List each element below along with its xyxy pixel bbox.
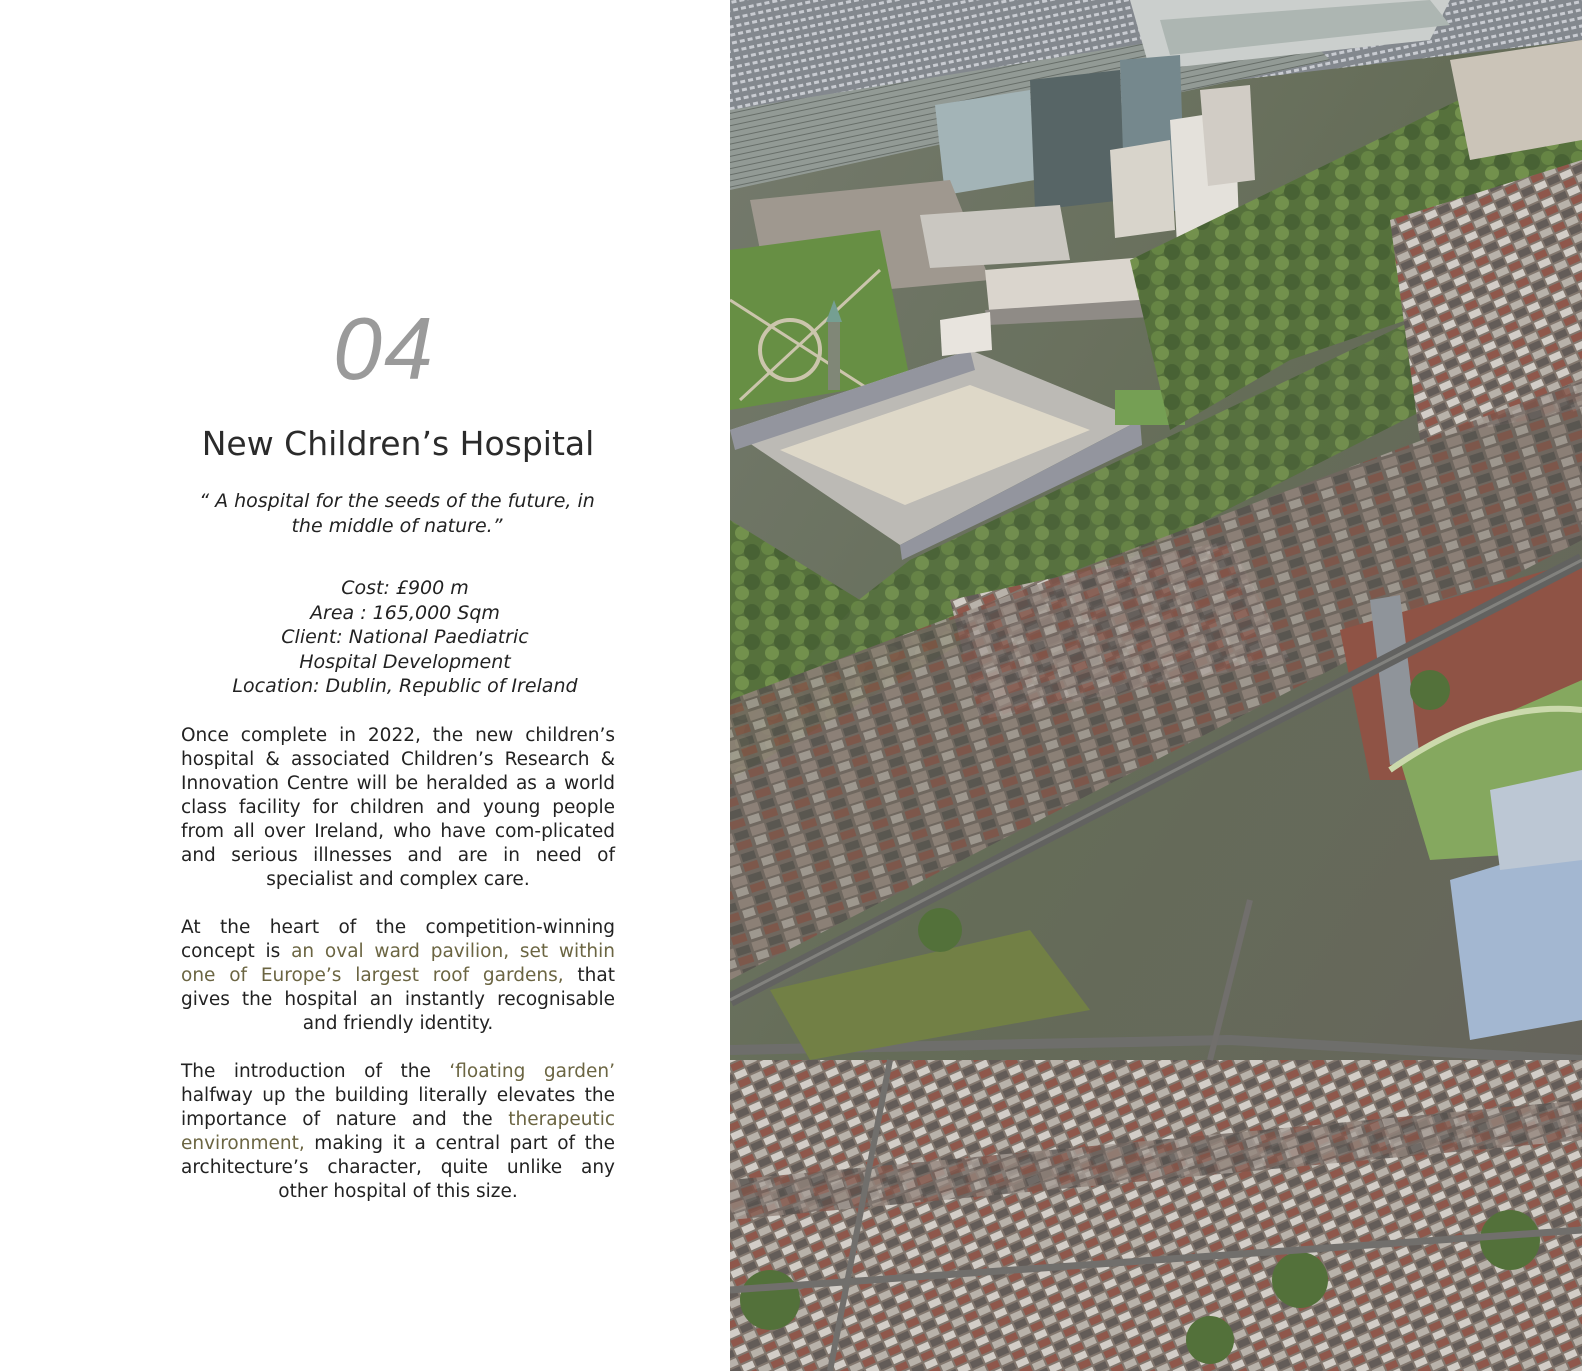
paragraph-concept bbox=[181, 916, 615, 1036]
spec-client: Client: National Paediatric bbox=[281, 626, 529, 648]
paragraph-floating-garden bbox=[181, 1060, 615, 1204]
garden-text-middle: halfway up the building literally elevates the importance of nature and the bbox=[181, 1085, 615, 1130]
project-quote: “ A hospital for the seeds of the future, in the middle of nature.” bbox=[199, 490, 595, 537]
concept-highlight: an oval ward pavilion, set within one of Europe’s largest roof gardens, bbox=[181, 941, 615, 986]
garden-text-end: making it a central part of the architecture’s character, quite unlike any other hospital of this size. bbox=[181, 1133, 615, 1202]
spec-client-continued: Hospital Development bbox=[299, 650, 511, 673]
spec-area: Area : 165,000 Sqm bbox=[310, 601, 500, 624]
paragraph-intro: Once complete in 2022, the new children’s hospital & associated Children’s Research & Innovation Centre will be heralded as a world class facility for children and young people from all over Ireland, who have com-plicated and serious illnesses and are in need of specialist and complex care. bbox=[181, 725, 615, 890]
aerial-site-photo bbox=[730, 0, 1582, 1371]
text-column bbox=[0, 0, 730, 1371]
floating-garden-highlight: ‘floating garden’ bbox=[449, 1061, 615, 1082]
garden-text: The introduction of the bbox=[181, 1061, 450, 1082]
concept-text: At the heart of the competition-winning concept is bbox=[181, 917, 615, 962]
spec-location: Location: Dublin, Republic of Ireland bbox=[232, 675, 578, 697]
concept-text-end: that gives the hospital an instantly recognisable and friendly identity. bbox=[181, 965, 615, 1034]
spec-cost: Cost: £900 m bbox=[341, 577, 469, 599]
project-specs bbox=[200, 576, 610, 699]
therapeutic-highlight: therapeutic environment, bbox=[181, 1109, 615, 1154]
page-title: New Children’s Hospital bbox=[201, 424, 595, 463]
section-number: 04 bbox=[333, 299, 435, 398]
aerial-photo-illustration bbox=[730, 0, 1582, 1371]
